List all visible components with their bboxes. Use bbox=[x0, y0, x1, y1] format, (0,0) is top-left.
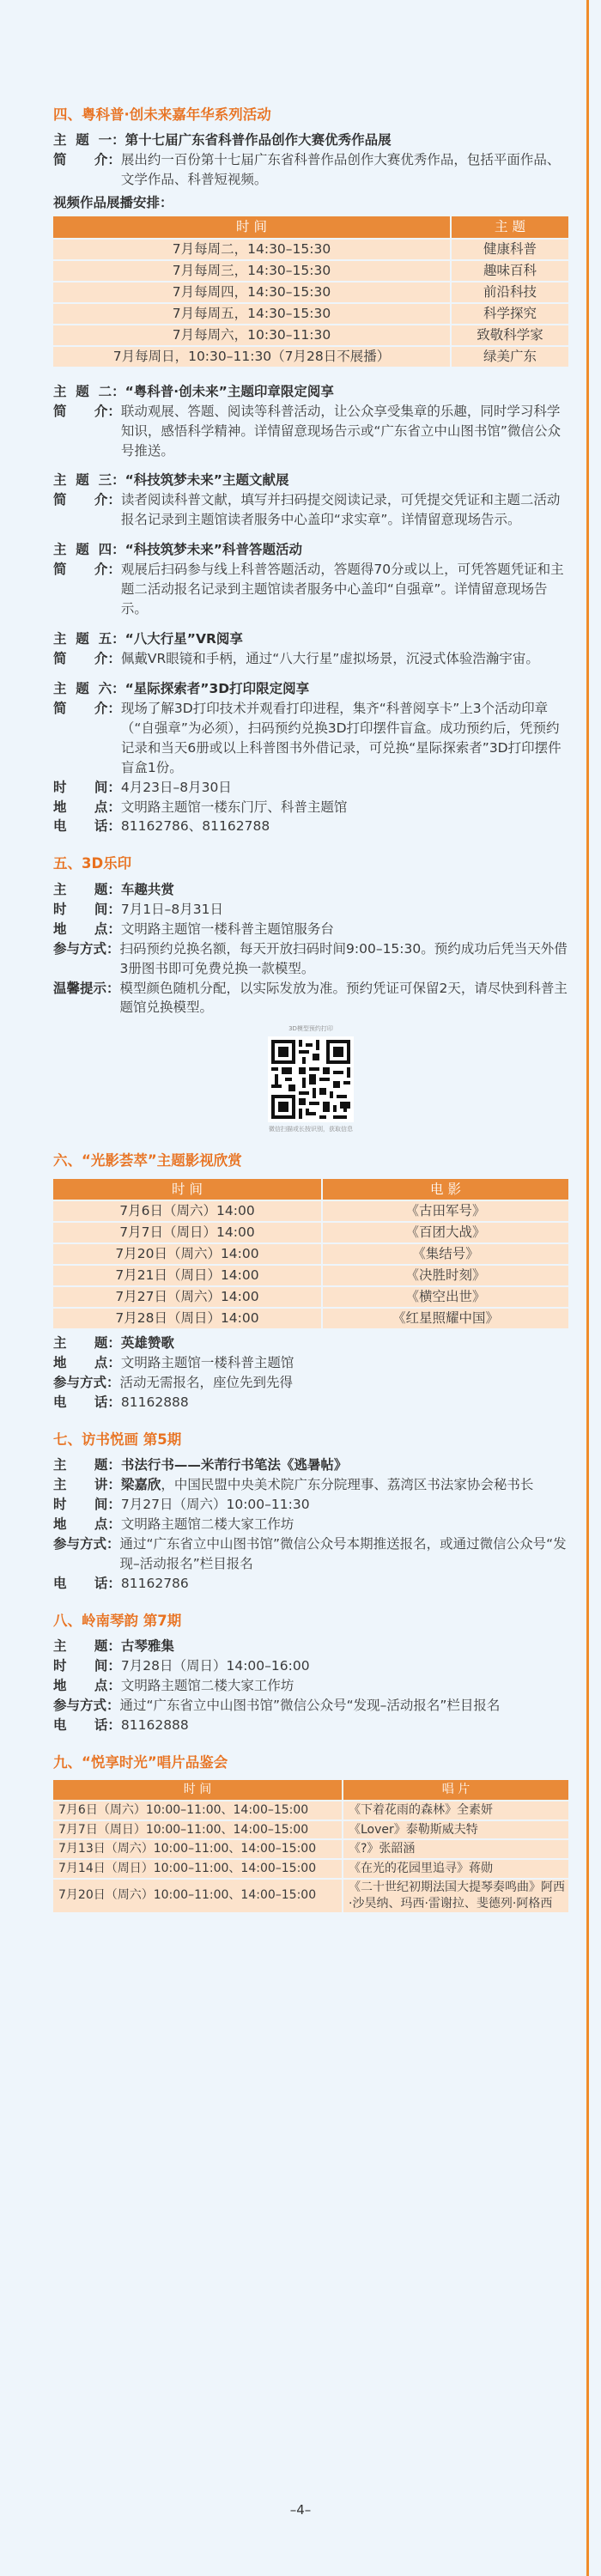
cell-time: 7月6日（周六）14:00 bbox=[53, 1201, 321, 1221]
phone-label: 电 话： bbox=[53, 818, 121, 835]
theme-6-place bbox=[53, 798, 568, 817]
s7-method bbox=[53, 1534, 568, 1574]
table-row bbox=[53, 283, 568, 302]
section-5 bbox=[53, 854, 568, 1133]
theme-1-label: 主 题 一： bbox=[53, 132, 125, 149]
phone-value: 81162888 bbox=[120, 1716, 189, 1733]
cell-time: 7月21日（周日）14:00 bbox=[53, 1266, 321, 1285]
cell-theme: 致敬科学家 bbox=[450, 325, 568, 345]
section-6-title: 六、“光影荟萃”主题影视欣赏 bbox=[53, 1152, 242, 1170]
speaker-label: 主 讲： bbox=[53, 1477, 121, 1493]
cell-theme: 趣味百科 bbox=[450, 261, 568, 281]
theme-6-label: 主 题 六： bbox=[53, 680, 125, 696]
cell-time: 7月13日（周六）10:00–11:00、14:00–15:00 bbox=[53, 1840, 342, 1858]
time-value: 7月27日（周六）10:00–11:30 bbox=[120, 1497, 310, 1513]
col-header-theme: 主 题 bbox=[450, 216, 568, 238]
s5-theme bbox=[53, 880, 568, 900]
table-row bbox=[53, 325, 568, 345]
phone-value: 81162888 bbox=[120, 1394, 189, 1410]
table-row bbox=[53, 261, 568, 281]
phone-label: 电 话： bbox=[53, 1716, 121, 1733]
s6-phone bbox=[53, 1393, 568, 1413]
time-label: 时 间： bbox=[53, 779, 121, 795]
cell-movie: 《红星照耀中国》 bbox=[321, 1309, 568, 1328]
qr-caption-bottom: 微信扫描或长按识别，获取信息 bbox=[269, 1125, 353, 1133]
page-number: –4– bbox=[289, 2502, 312, 2518]
theme-label: 主 题： bbox=[53, 1335, 121, 1352]
col-header-time: 时 间 bbox=[53, 1179, 321, 1200]
cell-time: 7月每周四，14:30–15:30 bbox=[53, 283, 450, 302]
theme-5-intro-label: 简 介： bbox=[53, 650, 121, 666]
table-row bbox=[53, 1821, 568, 1839]
phone-label: 电 话： bbox=[53, 1394, 121, 1410]
time-label: 时 间： bbox=[53, 1658, 121, 1674]
cell-movie: 《古田军号》 bbox=[321, 1201, 568, 1221]
theme-5-label: 主 题 五： bbox=[53, 631, 125, 647]
theme-5-value: “八大行星”VR阅享 bbox=[124, 631, 243, 647]
place-value: 文明路主题馆二楼大家工作坊 bbox=[120, 1678, 294, 1694]
cell-time: 7月每周三，14:30–15:30 bbox=[53, 261, 450, 281]
cell-record: 《下着花雨的森林》全素妍 bbox=[342, 1801, 568, 1820]
theme-5-intro bbox=[53, 649, 568, 669]
theme-1 bbox=[53, 131, 568, 150]
time-value: 4月23日–8月30日 bbox=[120, 779, 232, 795]
theme-4-intro bbox=[53, 560, 568, 619]
table-row bbox=[53, 304, 568, 324]
table-row bbox=[53, 1244, 568, 1264]
table-row bbox=[53, 1309, 568, 1328]
time-label: 时 间： bbox=[53, 1497, 121, 1513]
s6-place bbox=[53, 1353, 568, 1373]
cell-theme: 科学探究 bbox=[450, 304, 568, 324]
s6-method bbox=[53, 1373, 568, 1393]
section-9 bbox=[53, 1753, 568, 1914]
cell-time: 7月每周日，10:30–11:30（7月28日不展播） bbox=[53, 347, 450, 367]
table-row bbox=[53, 1860, 568, 1878]
cell-movie: 《百团大战》 bbox=[321, 1223, 568, 1242]
theme-6-intro bbox=[53, 699, 568, 778]
cell-record: 《二十世纪初期法国大提琴奏鸣曲》阿西·沙昊纳、玛西·雷谢拉、斐德列·阿格西 bbox=[342, 1880, 568, 1912]
place-label: 地 点： bbox=[53, 799, 121, 815]
col-header-time: 时 间 bbox=[53, 216, 450, 238]
s7-speaker bbox=[53, 1475, 568, 1495]
theme-4 bbox=[53, 540, 568, 560]
theme-4-intro-label: 简 介： bbox=[53, 562, 121, 578]
theme-2-intro bbox=[53, 402, 568, 461]
theme-6-intro-label: 简 介： bbox=[53, 700, 121, 716]
speaker-name: 梁嘉欣 bbox=[120, 1477, 161, 1493]
cell-time: 7月27日（周六）14:00 bbox=[53, 1287, 321, 1307]
section-7-title: 七、访书悦画 第5期 bbox=[53, 1431, 182, 1448]
method-value: 活动无需报名，座位先到先得 bbox=[119, 1374, 294, 1390]
section-5-title: 五、3D乐印 bbox=[53, 855, 132, 872]
col-header-movie: 电 影 bbox=[321, 1179, 568, 1200]
s8-phone bbox=[53, 1716, 568, 1735]
table-row bbox=[53, 1223, 568, 1242]
cell-time: 7月每周六，10:30–11:30 bbox=[53, 325, 450, 345]
table-row bbox=[53, 1801, 568, 1820]
s7-theme bbox=[53, 1455, 568, 1475]
place-label: 地 点： bbox=[53, 1678, 121, 1694]
method-label: 参与方式： bbox=[53, 1698, 120, 1713]
place-label: 地 点： bbox=[53, 1355, 121, 1370]
s5-method bbox=[53, 939, 568, 979]
cell-movie: 《集结号》 bbox=[321, 1244, 568, 1264]
theme-3-intro-label: 简 介： bbox=[53, 492, 121, 508]
place-value: 文明路主题馆一楼东门厅、科普主题馆 bbox=[120, 799, 348, 815]
theme-2 bbox=[53, 382, 568, 402]
theme-2-value: “粤科普·创未来”主题印章限定阅享 bbox=[124, 383, 334, 399]
s8-method bbox=[53, 1696, 568, 1716]
place-value: 文明路主题馆二楼大家工作坊 bbox=[120, 1516, 294, 1533]
tips-label: 温馨提示： bbox=[53, 980, 120, 996]
table-row bbox=[53, 240, 568, 259]
theme-6-value: “星际探索者”3D打印限定阅享 bbox=[124, 680, 310, 696]
theme-1-intro-label: 简 介： bbox=[53, 152, 121, 168]
cell-time: 7月7日（周日）10:00–11:00、14:00–15:00 bbox=[53, 1821, 342, 1839]
record-schedule-table bbox=[53, 1778, 568, 1913]
cell-time: 7月20日（周六）10:00–11:00、14:00–15:00 bbox=[53, 1880, 342, 1912]
theme-6-intro-text: 现场了解3D打印技术并观看打印进程，集齐“科普阅享卡”上3个活动印章（“自强章”为必须），扫码预约兑换3D打印摆件盲盒。成功预约后，凭预约记录和当天6册或以上科普图书外借记录，可兑换“星际探索者”3D打印摆件盲盒1份。 bbox=[120, 700, 562, 775]
theme-3 bbox=[53, 471, 568, 490]
cell-theme: 健康科普 bbox=[450, 240, 568, 259]
content bbox=[53, 105, 568, 1931]
theme-3-value: “科技筑梦未来”主题文献展 bbox=[124, 472, 289, 489]
s5-time bbox=[53, 900, 568, 920]
table-row bbox=[53, 1880, 568, 1912]
theme-6-phone bbox=[53, 817, 568, 836]
table-row bbox=[53, 1287, 568, 1307]
section-4-title: 四、粤科普·创未来嘉年华系列活动 bbox=[53, 106, 271, 123]
section-9-title: 九、“悦享时光”唱片品鉴会 bbox=[53, 1753, 228, 1771]
place-value: 文明路主题馆一楼科普主题馆服务台 bbox=[120, 920, 334, 937]
theme-3-label: 主 题 三： bbox=[53, 472, 125, 489]
table-row bbox=[53, 1201, 568, 1221]
section-8-title: 八、岭南琴韵 第7期 bbox=[53, 1612, 182, 1629]
phone-label: 电 话： bbox=[53, 1575, 121, 1591]
s8-theme bbox=[53, 1637, 568, 1656]
theme-2-label: 主 题 二： bbox=[53, 383, 125, 399]
cell-time: 7月28日（周日）14:00 bbox=[53, 1309, 321, 1328]
theme-label: 主 题： bbox=[53, 881, 121, 897]
col-header-time: 时 间 bbox=[53, 1780, 342, 1800]
theme-4-value: “科技筑梦未来”科普答题活动 bbox=[124, 542, 302, 558]
method-value: 通过“广东省立中山图书馆”微信公众号“发现–活动报名”栏目报名 bbox=[119, 1698, 501, 1713]
theme-6 bbox=[53, 679, 568, 699]
cell-time: 7月每周五，14:30–15:30 bbox=[53, 304, 450, 324]
tips-value: 模型颜色随机分配，以实际发放为准。预约凭证可保留2天，请尽快到科普主题馆兑换模型。 bbox=[119, 980, 568, 1016]
col-header-record: 唱 片 bbox=[342, 1780, 568, 1800]
s7-phone bbox=[53, 1574, 568, 1594]
theme-5 bbox=[53, 629, 568, 649]
table-row bbox=[53, 1840, 568, 1858]
theme-label: 主 题： bbox=[53, 1457, 121, 1473]
video-schedule-table bbox=[53, 215, 568, 368]
s5-place bbox=[53, 920, 568, 939]
theme-5-intro-text: 佩戴VR眼镜和手柄，通过“八大行星”虚拟场景，沉浸式体验浩瀚宇宙。 bbox=[120, 650, 539, 666]
theme-4-intro-text: 观展后扫码参与线上科普答题活动，答题得70分或以上，可凭答题凭证和主题二活动报名记录到主题馆读者服务中心盖印“自强章”。详情留意现场告示。 bbox=[120, 562, 564, 617]
place-label: 地 点： bbox=[53, 1516, 121, 1533]
s7-time bbox=[53, 1495, 568, 1515]
table-row bbox=[53, 1266, 568, 1285]
s5-tips bbox=[53, 979, 568, 1018]
method-label: 参与方式： bbox=[53, 1374, 120, 1390]
section-4 bbox=[53, 105, 568, 836]
table-row bbox=[53, 347, 568, 367]
theme-1-value: 第十七届广东省科普作品创作大赛优秀作品展 bbox=[124, 132, 392, 149]
time-label: 时 间： bbox=[53, 901, 121, 917]
theme-label: 主 题： bbox=[53, 1638, 121, 1655]
time-value: 7月1日–8月31日 bbox=[120, 901, 223, 917]
phone-value: 81162786 bbox=[120, 1575, 189, 1591]
theme-4-label: 主 题 四： bbox=[53, 542, 125, 558]
cell-theme: 前沿科技 bbox=[450, 283, 568, 302]
s7-place bbox=[53, 1515, 568, 1534]
cell-movie: 《横空出世》 bbox=[321, 1287, 568, 1307]
theme-1-intro bbox=[53, 150, 568, 190]
theme-value: 书法行书——米芾行书笔法《逃暑帖》 bbox=[120, 1457, 348, 1473]
time-value: 7月28日（周日）14:00–16:00 bbox=[120, 1658, 310, 1674]
qr-code-block bbox=[53, 1024, 568, 1133]
s8-time bbox=[53, 1656, 568, 1676]
method-value: 扫码预约兑换名额，每天开放扫码时间9:00–15:30。预约成功后凭当天外借3册图书即可免费兑换一款模型。 bbox=[119, 940, 568, 976]
qr-code-icon[interactable] bbox=[268, 1036, 354, 1122]
theme-3-intro bbox=[53, 490, 568, 530]
section-6 bbox=[53, 1151, 568, 1413]
speaker-desc: ，中国民盟中央美术院广东分院理事、荔湾区书法家协会秘书长 bbox=[161, 1477, 534, 1493]
qr-caption-top: 3D模型预约打印 bbox=[288, 1025, 333, 1033]
theme-2-intro-label: 简 介： bbox=[53, 403, 121, 419]
theme-value: 车趣共赏 bbox=[120, 881, 174, 897]
movie-schedule-table bbox=[53, 1177, 568, 1331]
cell-record: 《Lover》泰勒斯威夫特 bbox=[342, 1821, 568, 1839]
cell-time: 7月7日（周日）14:00 bbox=[53, 1223, 321, 1242]
theme-value: 英雄赞歌 bbox=[120, 1335, 174, 1352]
section-7 bbox=[53, 1430, 568, 1594]
method-label: 参与方式： bbox=[53, 1535, 120, 1552]
section-8 bbox=[53, 1611, 568, 1735]
cell-time: 7月每周二，14:30–15:30 bbox=[53, 240, 450, 259]
theme-2-intro-text: 联动观展、答题、阅读等科普活动，让公众享受集章的乐趣，同时学习科学知识，感悟科学精神。详情留意现场告示或“广东省立中山图书馆”微信公众号推送。 bbox=[120, 403, 561, 459]
theme-value: 古琴雅集 bbox=[120, 1638, 174, 1655]
schedule-title: 视频作品展播安排： bbox=[53, 195, 173, 211]
theme-6-time bbox=[53, 778, 568, 798]
s8-place bbox=[53, 1676, 568, 1696]
method-value: 通过“广东省立中山图书馆”微信公众号本期推送报名，或通过微信公众号“发现–活动报名”栏目报名 bbox=[119, 1535, 567, 1571]
cell-theme: 绿美广东 bbox=[450, 347, 568, 367]
cell-time: 7月14日（周日）10:00–11:00、14:00–15:00 bbox=[53, 1860, 342, 1878]
theme-1-intro-text: 展出约一百份第十七届广东省科普作品创作大赛优秀作品，包括平面作品、文学作品、科普短视频。 bbox=[120, 152, 561, 188]
cell-record: 《?》张韶涵 bbox=[342, 1840, 568, 1858]
cell-movie: 《决胜时刻》 bbox=[321, 1266, 568, 1285]
phone-value: 81162786、81162788 bbox=[120, 818, 270, 835]
right-border-stripe bbox=[586, 0, 589, 2576]
cell-time: 7月6日（周六）10:00–11:00、14:00–15:00 bbox=[53, 1801, 342, 1820]
place-value: 文明路主题馆一楼科普主题馆 bbox=[120, 1355, 294, 1370]
place-label: 地 点： bbox=[53, 920, 121, 937]
cell-record: 《在光的花园里追寻》蒋勋 bbox=[342, 1860, 568, 1878]
method-label: 参与方式： bbox=[53, 940, 120, 957]
theme-3-intro-text: 读者阅读科普文献，填写并扫码提交阅读记录，可凭提交凭证和主题二活动报名记录到主题馆读者服务中心盖印“求实章”。详情留意现场告示。 bbox=[120, 492, 561, 528]
cell-time: 7月20日（周六）14:00 bbox=[53, 1244, 321, 1264]
s6-theme bbox=[53, 1334, 568, 1353]
